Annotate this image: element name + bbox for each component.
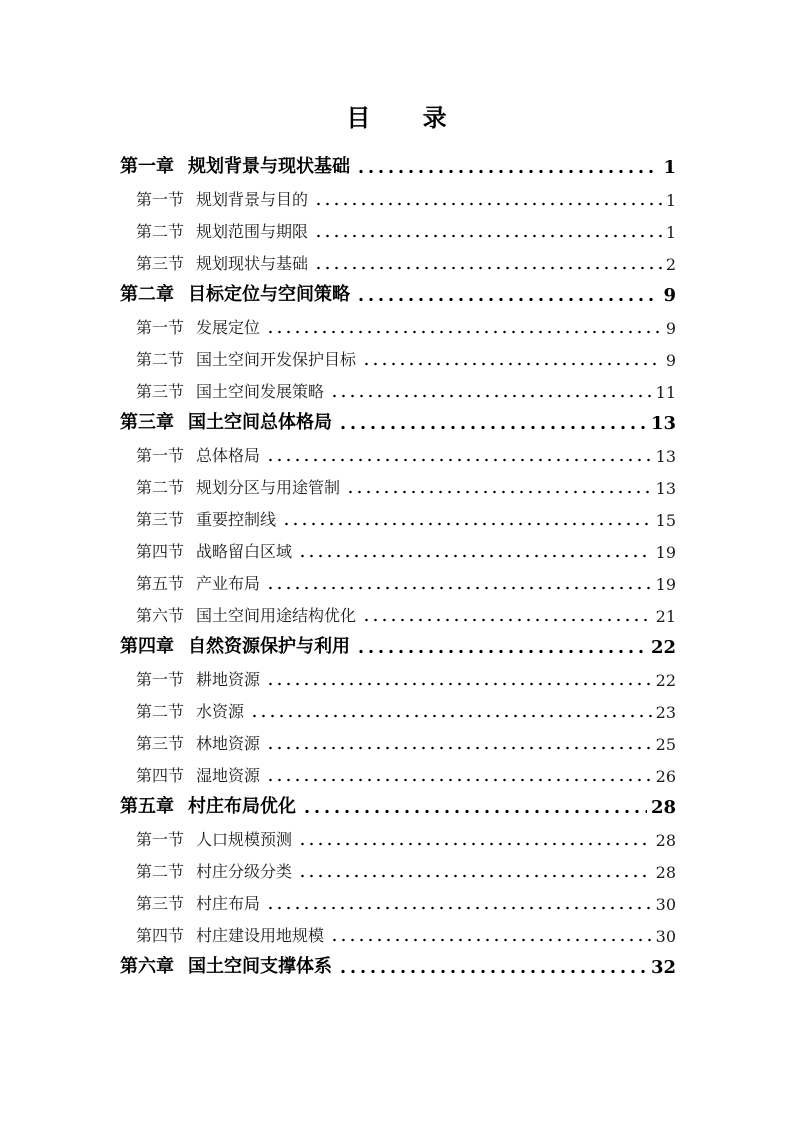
dot-leader [266, 674, 652, 686]
toc-entry-number: 第二节 [136, 222, 185, 241]
toc-entry-page-number: 13 [655, 447, 676, 466]
toc-section-entry[interactable] [120, 914, 676, 946]
toc-section-entry[interactable] [120, 434, 676, 466]
toc-entry-number: 第四章 [120, 636, 174, 657]
toc-chapter-entry[interactable] [120, 274, 676, 306]
toc-section-entry[interactable] [120, 338, 676, 370]
toc-entry-number: 第二节 [136, 478, 185, 497]
toc-entry-page-number: 26 [655, 767, 676, 786]
toc-entry-label: 国土空间总体格局 [188, 412, 332, 433]
toc-entry-label: 自然资源保护与利用 [188, 636, 350, 657]
toc-entry-number: 第五节 [136, 574, 185, 593]
toc-section-entry[interactable] [120, 466, 676, 498]
toc-entry-page-number: 15 [655, 511, 676, 530]
toc-entry-number: 第三节 [136, 734, 185, 753]
toc-entry-label: 产业布局 [196, 574, 261, 593]
toc-entry-label: 目标定位与空间策略 [188, 284, 350, 305]
dot-leader [330, 930, 652, 942]
toc-section-entry[interactable] [120, 882, 676, 914]
toc-chapter-entry[interactable] [120, 786, 676, 818]
dot-leader [266, 322, 662, 334]
dot-leader [338, 962, 647, 974]
dot-leader [250, 706, 652, 718]
toc-entry-page-number: 28 [655, 863, 676, 882]
toc-entry-page-number: 23 [655, 703, 676, 722]
toc-section-entry[interactable] [120, 530, 676, 562]
dot-leader [314, 194, 662, 206]
toc-entry-number: 第二节 [136, 862, 185, 881]
toc-list [120, 146, 676, 978]
toc-entry-page-number: 21 [655, 607, 676, 626]
toc-entry-page-number: 9 [665, 351, 676, 370]
toc-entry-page-number: 22 [650, 637, 676, 658]
toc-entry-label: 战略留白区域 [196, 542, 293, 561]
toc-entry-number: 第一节 [136, 190, 185, 209]
dot-leader [314, 258, 662, 270]
toc-entry-number: 第一节 [136, 670, 185, 689]
toc-entry-label: 国土空间支撑体系 [188, 956, 332, 977]
dot-leader [298, 546, 652, 558]
dot-leader [356, 642, 647, 654]
toc-entry-number: 第一节 [136, 830, 185, 849]
toc-entry-number: 第三节 [136, 254, 185, 273]
dot-leader [266, 578, 652, 590]
dot-leader [298, 834, 652, 846]
toc-entry-page-number: 19 [655, 543, 676, 562]
dot-leader [346, 482, 652, 494]
toc-entry-number: 第三节 [136, 894, 185, 913]
toc-entry-label: 重要控制线 [196, 510, 277, 529]
toc-entry-page-number: 9 [663, 285, 676, 306]
toc-section-entry[interactable] [120, 306, 676, 338]
toc-entry-number: 第三节 [136, 510, 185, 529]
toc-chapter-entry[interactable] [120, 146, 676, 178]
dot-leader [266, 898, 652, 910]
toc-section-entry[interactable] [120, 594, 676, 626]
toc-entry-label: 规划范围与期限 [196, 222, 309, 241]
dot-leader [266, 770, 652, 782]
toc-entry-number: 第一章 [120, 156, 174, 177]
dot-leader [302, 802, 647, 814]
toc-entry-label: 耕地资源 [196, 670, 261, 689]
toc-entry-number: 第三章 [120, 412, 174, 433]
toc-entry-page-number: 2 [665, 255, 676, 274]
dot-leader [266, 450, 652, 462]
toc-entry-page-number: 1 [663, 157, 676, 178]
toc-entry-page-number: 1 [665, 191, 676, 210]
dot-leader [282, 514, 652, 526]
toc-entry-label: 村庄建设用地规模 [196, 926, 325, 945]
toc-entry-label: 林地资源 [196, 734, 261, 753]
dot-leader [298, 866, 652, 878]
toc-section-entry[interactable] [120, 242, 676, 274]
toc-chapter-entry[interactable] [120, 946, 676, 978]
dot-leader [338, 418, 647, 430]
toc-entry-label: 规划背景与现状基础 [188, 156, 350, 177]
toc-entry-number: 第三节 [136, 382, 185, 401]
toc-entry-number: 第六章 [120, 956, 174, 977]
dot-leader [330, 386, 652, 398]
toc-entry-number: 第四节 [136, 542, 185, 561]
dot-leader [362, 610, 652, 622]
toc-entry-label: 水资源 [196, 702, 245, 721]
toc-entry-number: 第四节 [136, 766, 185, 785]
toc-section-entry[interactable] [120, 562, 676, 594]
toc-entry-number: 第一节 [136, 446, 185, 465]
toc-entry-label: 国土空间发展策略 [196, 382, 325, 401]
toc-section-entry[interactable] [120, 210, 676, 242]
toc-section-entry[interactable] [120, 850, 676, 882]
toc-entry-number: 第一节 [136, 318, 185, 337]
toc-entry-label: 国土空间用途结构优化 [196, 606, 357, 625]
dot-leader [356, 290, 659, 302]
toc-entry-label: 规划分区与用途管制 [196, 478, 341, 497]
toc-section-entry[interactable] [120, 690, 676, 722]
toc-section-entry[interactable] [120, 818, 676, 850]
toc-entry-label: 总体格局 [196, 446, 261, 465]
toc-entry-label: 村庄分级分类 [196, 862, 293, 881]
toc-entry-page-number: 30 [655, 927, 676, 946]
toc-entry-page-number: 1 [665, 223, 676, 242]
toc-entry-number: 第二节 [136, 702, 185, 721]
toc-entry-label: 规划现状与基础 [196, 254, 309, 273]
dot-leader [356, 162, 659, 174]
toc-entry-page-number: 32 [650, 957, 676, 978]
toc-section-entry[interactable] [120, 178, 676, 210]
toc-entry-label: 发展定位 [196, 318, 261, 337]
toc-section-entry[interactable] [120, 754, 676, 786]
toc-entry-label: 村庄布局优化 [188, 796, 296, 817]
toc-entry-label: 湿地资源 [196, 766, 261, 785]
toc-entry-number: 第四节 [136, 926, 185, 945]
toc-entry-label: 国土空间开发保护目标 [196, 350, 357, 369]
toc-entry-page-number: 22 [655, 671, 676, 690]
toc-entry-page-number: 19 [655, 575, 676, 594]
toc-section-entry[interactable] [120, 658, 676, 690]
toc-entry-number: 第二章 [120, 284, 174, 305]
toc-entry-page-number: 11 [655, 383, 676, 402]
toc-entry-page-number: 28 [650, 797, 676, 818]
dot-leader [314, 226, 662, 238]
toc-entry-page-number: 28 [655, 831, 676, 850]
toc-entry-label: 人口规模预测 [196, 830, 293, 849]
toc-entry-number: 第五章 [120, 796, 174, 817]
toc-section-entry[interactable] [120, 498, 676, 530]
toc-chapter-entry[interactable] [120, 402, 676, 434]
toc-title: 目 录 [346, 103, 469, 132]
toc-entry-number: 第二节 [136, 350, 185, 369]
toc-entry-page-number: 13 [650, 413, 676, 434]
dot-leader [362, 354, 662, 366]
toc-entry-page-number: 25 [655, 735, 676, 754]
dot-leader [266, 738, 652, 750]
toc-section-entry[interactable] [120, 370, 676, 402]
toc-entry-number: 第六节 [136, 606, 185, 625]
toc-entry-page-number: 13 [655, 479, 676, 498]
toc-entry-label: 规划背景与目的 [196, 190, 309, 209]
toc-entry-page-number: 30 [655, 895, 676, 914]
toc-entry-page-number: 9 [665, 319, 676, 338]
toc-entry-label: 村庄布局 [196, 894, 261, 913]
toc-chapter-entry[interactable] [120, 626, 676, 658]
toc-section-entry[interactable] [120, 722, 676, 754]
